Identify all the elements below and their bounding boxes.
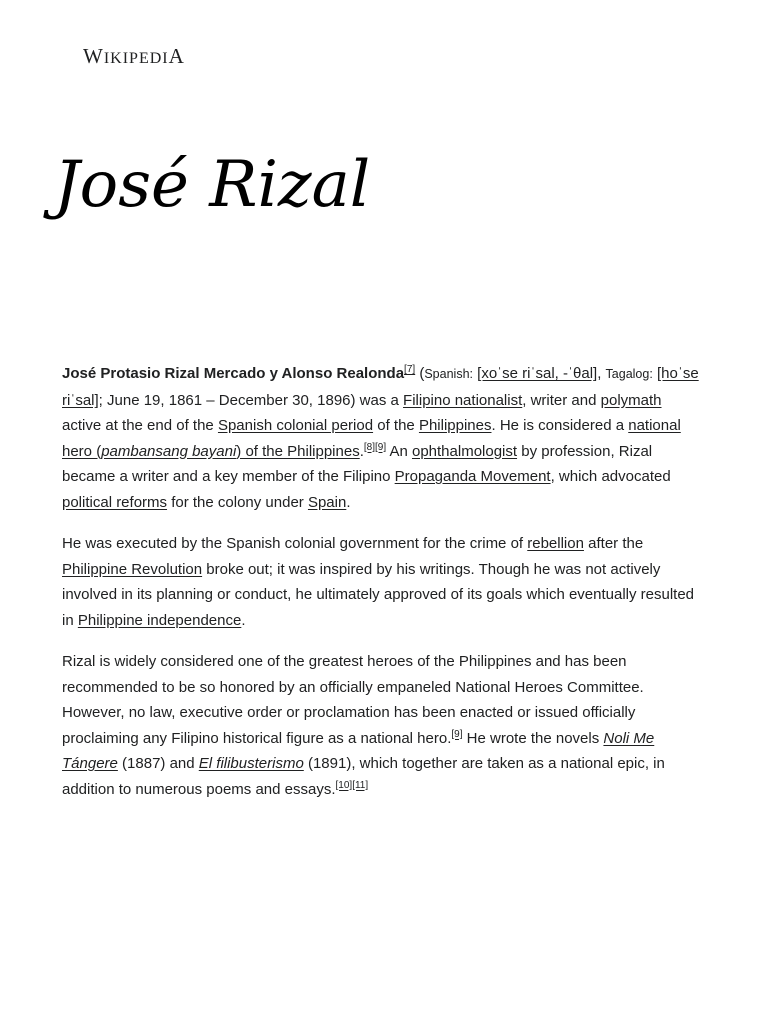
text: . [359, 442, 364, 460]
reference-9[interactable]: [9] [375, 441, 387, 453]
text: after the [583, 535, 644, 552]
ipa-spanish-link[interactable]: [xoˈse riˈsal, -ˈθal] [477, 365, 598, 382]
wordmark-middle: IKIPEDI [103, 50, 169, 67]
reference-8[interactable]: [8] [363, 441, 375, 453]
reference-9b[interactable]: [9] [451, 728, 463, 740]
text: active at the end of the [62, 417, 218, 434]
text: (1891), which together are taken as a national epic, in addition to numerous poems and essays. [62, 755, 665, 798]
tagalog-label: Tagalog: [605, 367, 653, 381]
spanish-label: Spanish: [424, 367, 473, 381]
link-propaganda-movement[interactable]: Propaganda Movement [394, 468, 551, 485]
link-philippine-revolution[interactable]: Philippine Revolution [62, 560, 203, 578]
wordmark-first-letter: W [83, 44, 104, 68]
reference-11[interactable]: [11] [352, 779, 369, 791]
text: ( [415, 365, 425, 382]
lead-paragraph-3 [62, 649, 702, 802]
link-ophthalmologist[interactable]: ophthalmologist [411, 442, 518, 460]
text: , writer and [522, 391, 601, 409]
text: He was executed by the Spanish colonial government for the crime of [62, 535, 528, 552]
text: for the colony under [167, 493, 308, 511]
article-body [62, 361, 702, 818]
text: He wrote the novels [462, 729, 604, 747]
link-spanish-colonial-period[interactable]: Spanish colonial period [217, 417, 374, 434]
ipa-tagalog-link[interactable]: [hoˈse riˈsal] [62, 365, 699, 409]
lead-paragraph-2 [62, 531, 702, 633]
link-rebellion[interactable]: rebellion [527, 535, 584, 552]
text: Rizal is widely considered one of the greatest heroes of the Philippines and has been recommended to be so honored by an officially empaneled National Heroes Committee. However, no law, executive order or proclamation has been enacted or issued officially proclaiming any Filipino historical figure as a national hero. [62, 653, 644, 747]
text: broke out; it was inspired by his writings. Though he was not actively involved in its planning or conduct, he ultimately approved of its goals which eventually resulted in [62, 560, 695, 629]
link-filipino-nationalist[interactable]: Filipino nationalist [403, 391, 523, 409]
link-text: ) of the Philippines [236, 442, 360, 460]
text: (1887) and [117, 755, 199, 772]
link-polymath[interactable]: polymath [600, 391, 662, 409]
text: of the [373, 417, 419, 434]
text: . [346, 493, 351, 511]
link-text-italic: pambansang bayani [101, 442, 237, 460]
link-text-italic: Noli Me Tángere [62, 729, 655, 772]
link-political-reforms[interactable]: political reforms [62, 493, 168, 511]
text: , which advocated [550, 468, 671, 485]
wikipedia-wordmark[interactable] [83, 44, 185, 69]
link-text-italic: El filibusterismo [198, 755, 304, 772]
text: , [597, 365, 606, 382]
text: ; June 19, 1861 – December 30, 1896) was a [98, 391, 404, 409]
lead-paragraph-1 [62, 361, 702, 515]
reference-10[interactable]: [10] [335, 779, 353, 791]
text: . He is considered a [491, 417, 629, 434]
link-el-filibusterismo[interactable] [199, 755, 304, 772]
text: An [386, 442, 412, 460]
link-text: national hero ( [62, 417, 681, 460]
wordmark-last-letter: A [168, 44, 185, 68]
text: . [241, 611, 246, 629]
page-title: José Rizal [54, 148, 371, 222]
link-philippines[interactable]: Philippines [418, 417, 492, 434]
link-spain[interactable]: Spain [307, 493, 347, 511]
link-philippine-independence[interactable]: Philippine independence [77, 611, 242, 629]
reference-7[interactable]: [7] [404, 364, 416, 375]
text: by profession, Rizal became a writer and a key member of the Filipino [62, 442, 653, 485]
article-subject-name: José Protasio Rizal Mercado y Alonso Realonda [62, 365, 405, 382]
